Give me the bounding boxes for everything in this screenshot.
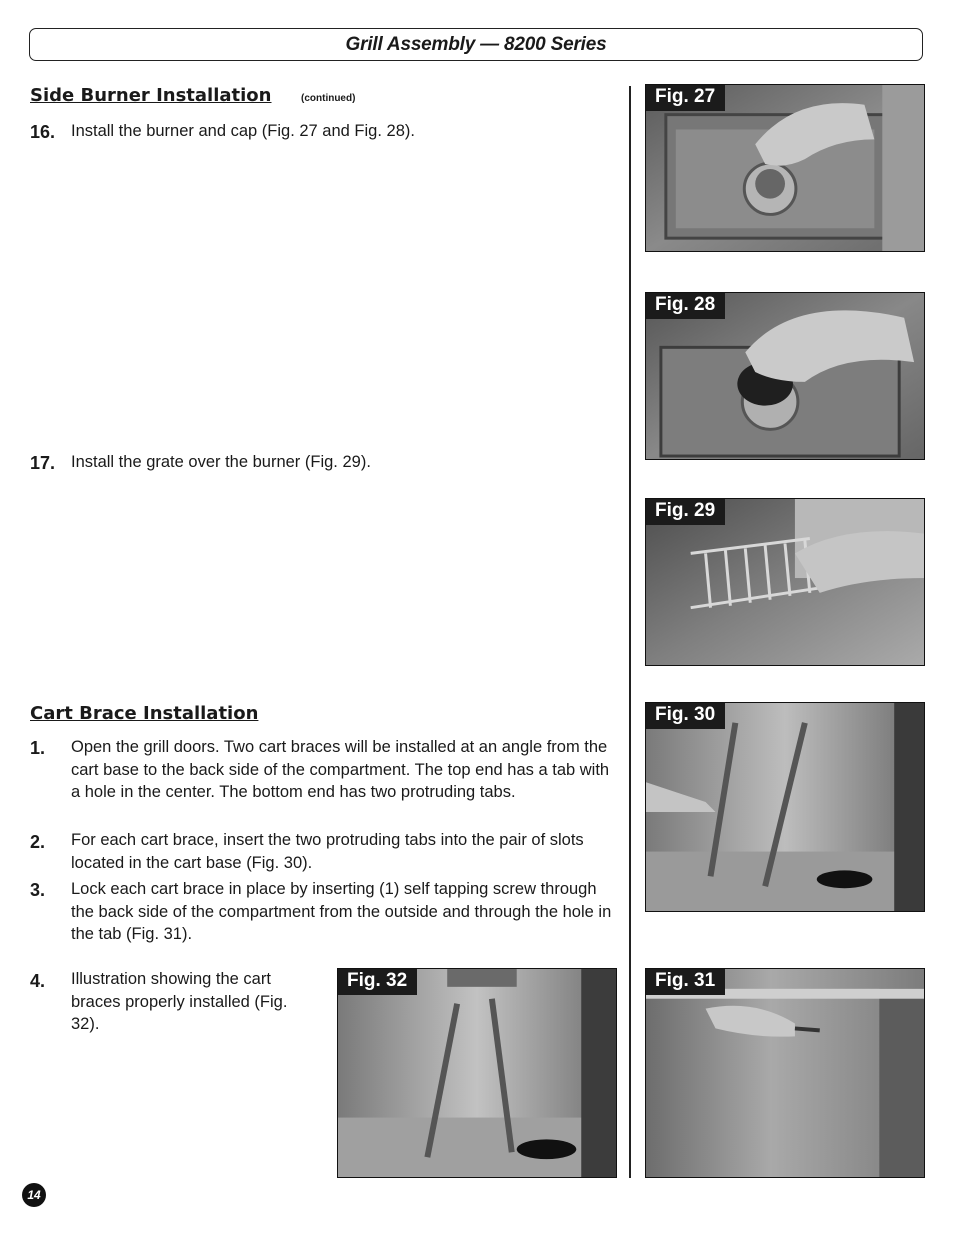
- step-number: 3.: [30, 880, 46, 900]
- figure-29: [645, 498, 925, 666]
- step-text: Illustration showing the cart braces properly installed (Fig. 32).: [71, 970, 288, 1033]
- step-number: 17.: [30, 453, 56, 473]
- step-number: 2.: [30, 832, 46, 852]
- page-number: 14: [22, 1183, 46, 1207]
- step-text: Open the grill doors. Two cart braces will be installed at an angle from the cart base to the back side of the compartment. The top end has a tab with a hole in the center. The bottom end has two protruding tabs.: [71, 738, 610, 801]
- figure-27: [645, 84, 925, 252]
- continued-note: (continued): [301, 93, 356, 104]
- column-divider: [629, 86, 631, 1178]
- cart-brace-heading: Cart Brace Installation: [30, 703, 259, 724]
- step-text: For each cart brace, insert the two protruding tabs into the pair of slots located in the cart base (Fig. 30).: [71, 831, 584, 872]
- figure-label: Fig. 27: [646, 85, 725, 111]
- page-header: [29, 28, 923, 61]
- step-text: Lock each cart brace in place by inserting (1) self tapping screw through the back side of the compartment from the outside and through the hole in the tab (Fig. 31).: [71, 880, 612, 943]
- page-title: Grill Assembly — 8200 Series: [345, 33, 607, 55]
- step-text: Install the grate over the burner (Fig. 29).: [71, 453, 371, 471]
- figure-label: Fig. 31: [646, 969, 725, 995]
- figure-31: [645, 968, 925, 1178]
- cart-brace-slots-photo: [646, 703, 924, 911]
- step-number: 4.: [30, 971, 46, 991]
- figure-32: [337, 968, 617, 1178]
- step-number: 1.: [30, 738, 46, 758]
- figure-30: [645, 702, 925, 912]
- step-number: 16.: [30, 122, 56, 142]
- side-burner-heading: Side Burner Installation: [30, 85, 272, 106]
- figure-label: Fig. 30: [646, 703, 725, 729]
- figure-label: Fig. 28: [646, 293, 725, 319]
- braces-installed-photo: [338, 969, 616, 1177]
- figure-label: Fig. 32: [338, 969, 417, 995]
- figure-label: Fig. 29: [646, 499, 725, 525]
- figure-28: [645, 292, 925, 460]
- screw-install-photo: [646, 969, 924, 1177]
- step-text: Install the burner and cap (Fig. 27 and Fig. 28).: [71, 122, 415, 140]
